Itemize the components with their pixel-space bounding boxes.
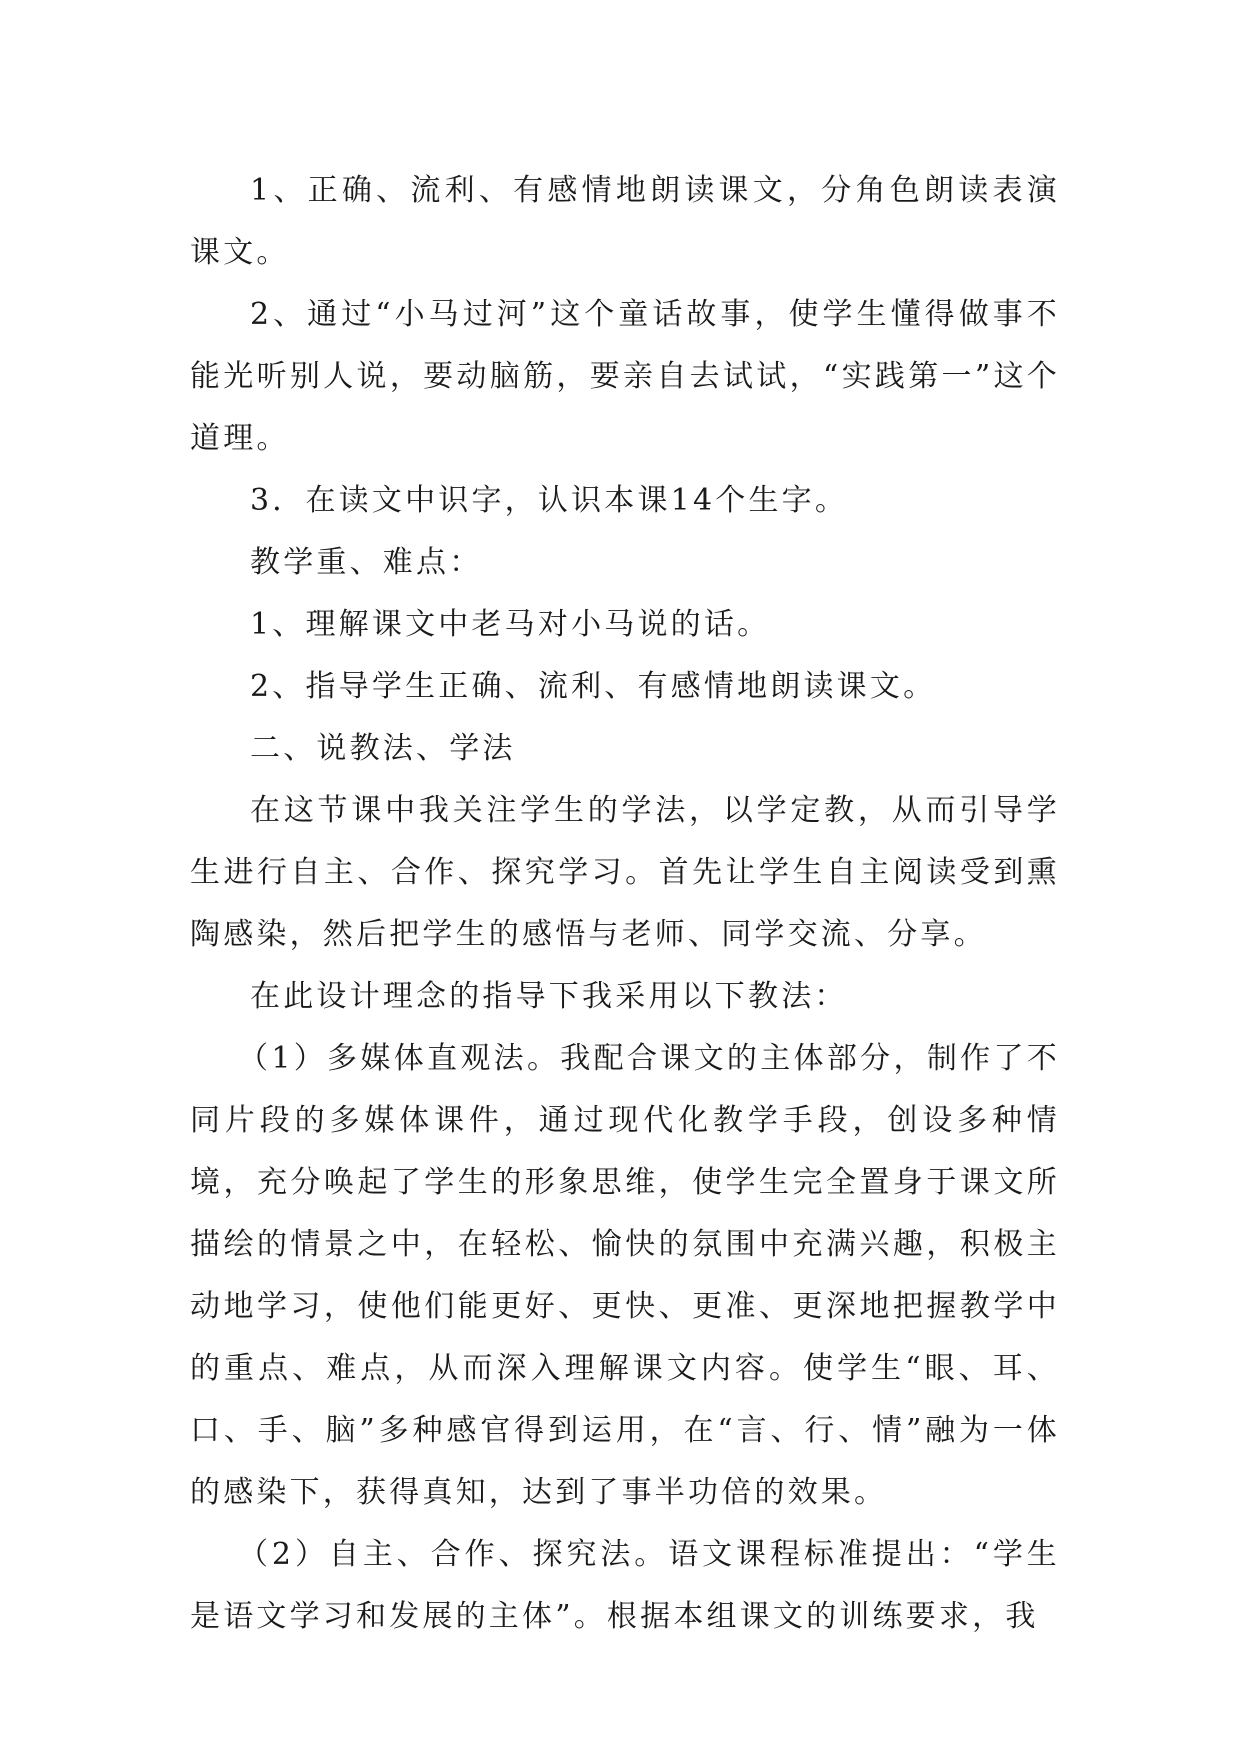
paragraph-method-multimedia: （1）多媒体直观法。我配合课文的主体部分，制作了不同片段的多媒体课件，通过现代化教学手段，创设多种情境，充分唤起了学生的形象思维，使学生完全置身于课文所描绘的情景之中，在轻松、愉快的氛围中充满兴趣，积极主动地学习，使他们能更好、更快、更准、更深地把握教学中的重点、难点，从而深入理解课文内容。使学生“眼、耳、口、手、脑”多种感官得到运用，在“言、行、情”融为一体的感染下，获得真知，达到了事半功倍的效果。 — [190, 1041, 1060, 1510]
paragraph-objective-1: 1、正确、流利、有感情地朗读课文，分角色朗读表演课文。 — [190, 173, 1060, 270]
paragraph-key-point-1: 1、理解课文中老马对小马说的话。 — [250, 607, 771, 642]
heading-key-points: 教学重、难点： — [250, 545, 483, 580]
paragraph-methods-intro: 在此设计理念的指导下我采用以下教法： — [250, 979, 848, 1014]
paragraph-objective-2: 2、通过“小马过河”这个童话故事，使学生懂得做事不能光听别人说，要动脑筋，要亲自去试试，“实践第一”这个道理。 — [190, 297, 1060, 456]
paragraph-key-point-2: 2、指导学生正确、流利、有感情地朗读课文。 — [250, 669, 937, 704]
paragraph-objective-3: 3．在读文中识字，认识本课14个生字。 — [250, 483, 849, 518]
paragraph-method-inquiry: （2）自主、合作、探究法。语文课程标准提出：“学生是语文学习和发展的主体”。根据本组课文的训练要求，我 — [190, 1537, 1060, 1634]
heading-section-2: 二、说教法、学法 — [250, 731, 516, 766]
document-body — [190, 160, 1060, 1648]
paragraph-learning-method: 在这节课中我关注学生的学法，以学定教，从而引导学生进行自主、合作、探究学习。首先让学生自主阅读受到熏陶感染，然后把学生的感悟与老师、同学交流、分享。 — [190, 793, 1060, 952]
